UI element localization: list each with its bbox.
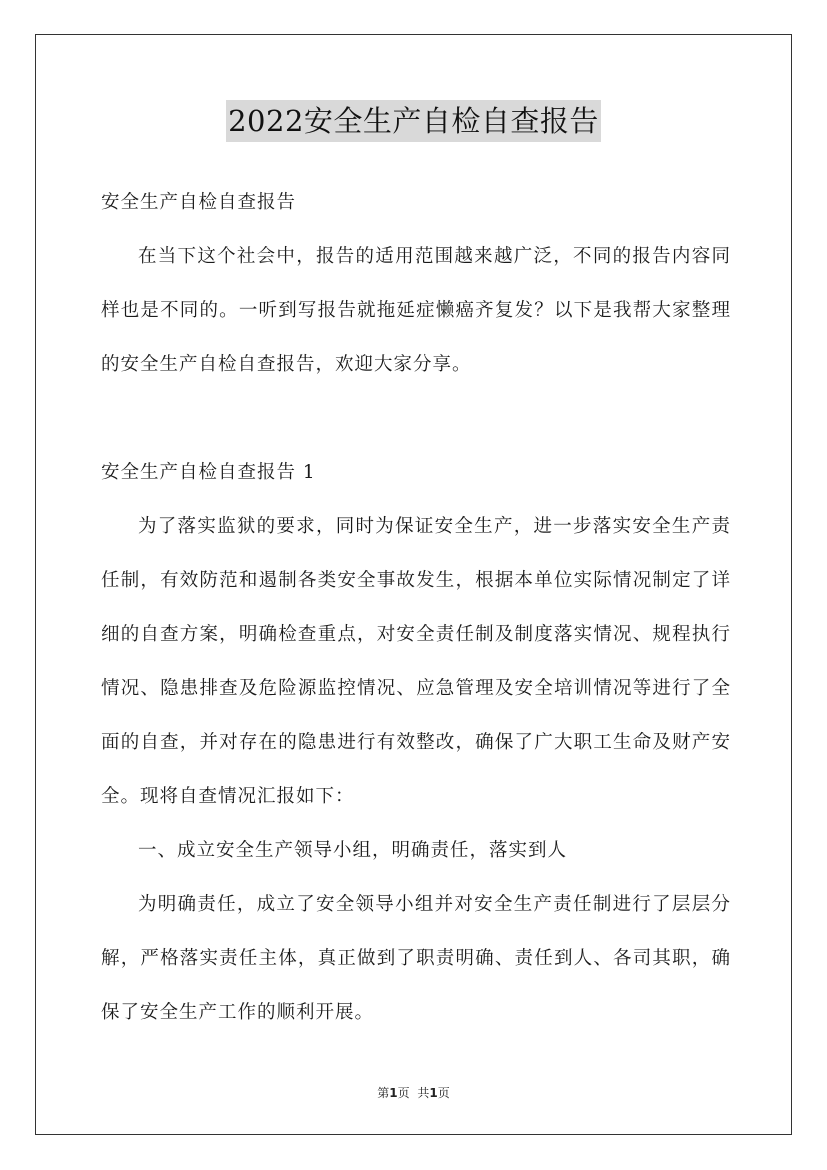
page-footer — [0, 1084, 827, 1101]
document-subtitle: 安全生产自检自查报告 — [101, 192, 297, 213]
page-total: 1 — [429, 1086, 438, 1100]
intro-paragraph: 在当下这个社会中，报告的适用范围越来越广泛，不同的报告内容同样也是不同的。一听到写报告就拖延症懒癌齐复发？以下是我帮大家整理的安全生产自检自查报告，欢迎大家分享。 — [101, 246, 731, 375]
section-heading: 安全生产自检自查报告 1 — [101, 462, 316, 483]
subheading-1: 一、成立安全生产领导小组，明确责任，落实到人 — [138, 840, 568, 861]
total-prefix: 共 — [417, 1086, 430, 1100]
total-suffix: 页 — [437, 1086, 450, 1100]
page-suffix: 页 — [397, 1086, 410, 1100]
section-paragraph-1: 为了落实监狱的要求，同时为保证安全生产，进一步落实安全生产责任制，有效防范和遏制各类安全事故发生，根据本单位实际情况制定了详细的自查方案，明确检查重点，对安全责任制及制度落实情况、规程执行情况、隐患排查及危险源监控情况、应急管理及安全培训情况等进行了全面的自查，并对存在的隐患进行有效整改，确保了广大职工生命及财产安全。现将自查情况汇报如下： — [101, 516, 731, 807]
document-title: 2022安全生产自检自查报告 — [226, 100, 601, 142]
page-current: 1 — [389, 1086, 398, 1100]
paragraph-spacer — [101, 392, 731, 446]
page-prefix: 第 — [377, 1086, 390, 1100]
title-container — [0, 100, 827, 142]
document-body — [101, 176, 731, 1040]
section-paragraph-2: 为明确责任，成立了安全领导小组并对安全生产责任制进行了层层分解，严格落实责任主体，真正做到了职责明确、责任到人、各司其职，确保了安全生产工作的顺利开展。 — [101, 894, 731, 1023]
